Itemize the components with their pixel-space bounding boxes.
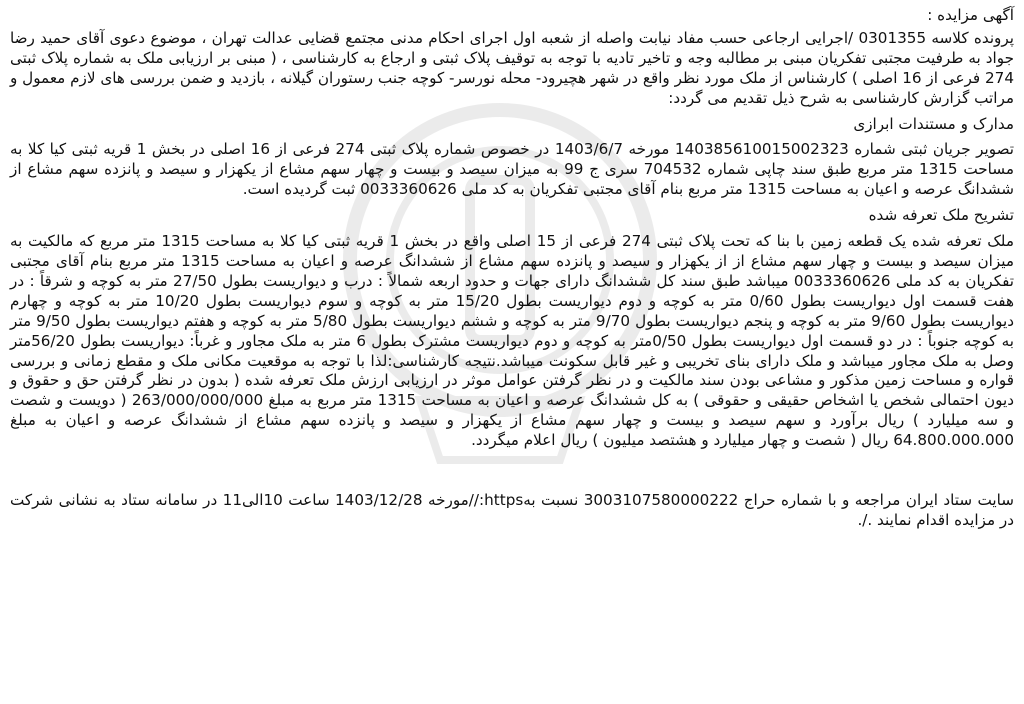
documents-section-title: مدارک و مستندات ابرازی [853, 114, 1014, 133]
notice-document [10, 6, 1014, 531]
auction-instructions-footer: سایت ستاد ایران مراجعه و با شماره حراج 3003107580000222 نسبت بهhttps://مورخه 1403/12/28 ساعت 10الی11 در سامانه ستاد به نشانی شرکت در مزایده اقدام نمایند ./. [10, 491, 1015, 529]
notice-intro-paragraph: پرونده کلاسه 0301355 /اجرایی ارجاعی حسب مفاد نیابت واصله از شعبه اول اجرای احکام مدنی مجتمع قضایی عدالت تهران ، موضوع دعوی آقای حمید رضا جواد به طرفیت مجتبی تفکریان مبنی بر مطالبه وجه و تاخیر تادیه با توجه به توقیف پلاک ثبتی و ارجاع به کارشناسی ، ( مبنی بر ارزیابی ملک به شماره پلاک ثبتی 274 فرعی از 16 اصلی ) کارشناس از ملک مورد نظر واقع در شهر هچیرود- محله نورسر- کوچه جنب رستوران گیلانه ، بازدید و ضمن بررسی های لازم معمول و مراتب گزارش کارشناسی به شرح ذیل تقدیم می گردد: [10, 28, 1014, 107]
notice-heading: آگهی مزایده : [927, 6, 1014, 24]
documents-section-body: تصویر جریان ثبتی شماره 140385610015002323 مورخه 1403/6/7 در خصوص شماره پلاک ثبتی 274 فرعی از 16 اصلی در بخش 1 قریه ثبتی کیا کلا به مساحت 1315 متر مربع طبق سند چاپی شماره 704532 سری ج 99 به میزان سیصد و بیست و چهار سهم مشاع از یکهزار و سیصد و پانزده سهم مشاع از ششدانگ عرصه و اعیان به مساحت 1315 متر مربع بنام آقای مجتبی تفکریان به کد ملی 0033360626 ثبت گردیده است. [10, 140, 1014, 199]
property-section-body: ملک تعرفه شده یک قطعه زمین با بنا که تحت پلاک ثبتی 274 فرعی از 15 اصلی واقع در بخش 1 قریه ثبتی کیا کلا به مساحت 1315 متر مربع که مالکیت به میزان سیصد و بیست و چهار سهم مشاع از از یکهزار و سیصد و پانزده سهم مشاع از ششدانگ عرصه و اعیان به مساحت 1315 متر مربع بنام آقای مجتبی تفکریان به کد ملی 0033360626 میباشد طبق سند کل ششدانگ دارای جهات و حدود اربعه شمالاً : درب و دیواریست بطول 27/50 متر به کوچه و شرقاً : در هفت قسمت اول دیواریست بطول 0/60 متر به کوچه و دوم دیواریست بطول 15/20 متر به کوچه و سوم دیواریست بطول 10/20 متر به کوچه و چهارم دیواریست بطول 9/60 متر به کوچه و پنجم دیواریست بطول 9/70 متر به کوچه و ششم دیواریست بطول 5/80 متر به کوچه و هفتم دیواریست بطول 9/50 متر به کوچه جنوباً : در دو قسمت اول دیواریست بطول 0/50متر به کوچه و دوم دیواریست مشترک بطول 6 متر به ملک مجاور و غرباً: دیواریست بطول 56/20متر وصل به ملک مجاور میباشد و ملک دارای بنای تخریبی و غیر قابل سکونت میباشد.نتیجه کارشناسی:لذا با توجه به موقعیت مکانی ملک و مقطع زمانی و بررسی قواره و مساحت زمین مذکور و مشاعی بودن سند مالکیت و در نظر گرفتن عوامل موثر در ارزیابی ارزش ملک تعرفه شده ( بدون در نظر گرفتن حق و حقوق و دیون احتمالی شخص یا اشخاص حقیقی و حقوقی ) به کل ششدانگ عرصه و اعیان به مساحت 1315 متر مربع به مبلغ 263/000/000/000 ( دویست و شصت و سه میلیارد ) ریال برآورد و سهم سیصد و بیست و چهار سهم مشاع از یکهزار و سیصد و پانزده سهم مشاع از ششدانگ عرصه و اعیان به مبلغ 64.800.000.000 ریال ( شصت و چهار میلیارد و هشتصد میلیون ) ریال اعلام میگردد. [10, 232, 1015, 450]
property-section-title: تشریح ملک تعرفه شده [868, 206, 1014, 225]
